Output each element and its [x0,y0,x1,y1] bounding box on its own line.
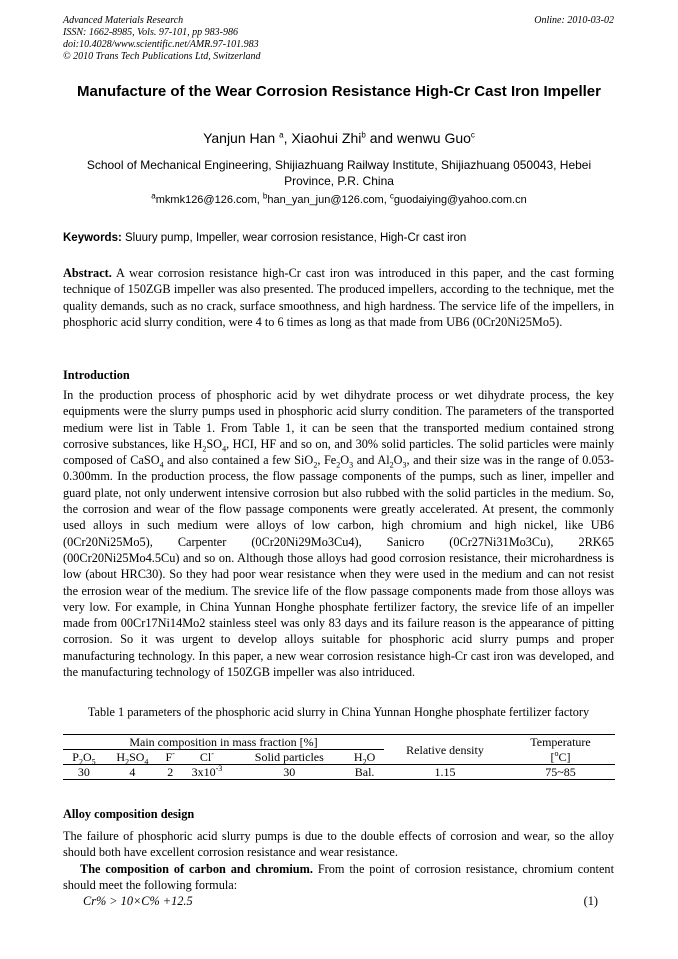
affiliation: School of Mechanical Engineering, Shijiazhuang Railway Institute, Shijiazhuang 050043, Hebei Province, P.R. China [86,158,592,188]
table-group-header: Main composition in mass fraction [%] [63,735,384,750]
table-header-f [160,750,180,765]
cell-text: F [165,750,173,764]
paper-title: Manufacture of the Wear Corrosion Resistance High-Cr Cast Iron Impeller [77,83,601,100]
table-header-cl [180,750,233,765]
subscript: 5 [91,757,96,767]
subscript: 4 [222,444,227,454]
subscript: 2 [125,757,130,767]
table-header-solid: Solid particles [254,750,324,764]
online-date: Online: 2010-03-02 [534,15,614,26]
email-b: han_yan_jun@126.com, [267,194,390,206]
table-1-caption: Table 1 parameters of the phosphoric acid slurry in China Yunnan Honghe phosphate fertilizer factory [87,705,590,719]
table-1 [63,734,615,780]
abstract-label: Abstract. [63,266,112,280]
subscript: 2 [78,757,83,767]
subscript: 3 [349,460,354,470]
subsection-heading: The composition of carbon and chromium. [80,862,313,876]
intro-text: , and their size was in the range of 0.053-0.300mm. In the production process, the flow passage components of the pumps, such as liner, impeller and guard plate, not only underwent intensive corrosion but also rubbed with the solid particles in the medium. So, the corrosion and wear of the flow passage components were greatly accelerated. At present, the commonly used alloys in such medium were alloys of low carbon, high chromium and high nickel, like UB6 (0Cr20Ni25Mo5), Carpenter (0Cr20Ni29Mo3Cu4), Sanicro (0Cr27Ni31Mo3Cu), 2RK65 (00Cr20Ni25Mo4.5Cu) and so on. Although those alloys had good corrosion resistance, their microhardness is low (about HRC30). So they had poor wear resistance when they were used in the medium and can not resist the errosion wear of the medium. The srevice life of the flow passage components made from those alloys was very low. For example, in China Yunnan Honghe phosphate fertilizer factory, the srevice life of an impeller made from 00Cr17Ni14Mo2 stainless steel was only 83 days and its failure reason is the appearance of pitting corrosion. So it was urgent to develop alloys suitable for phosphoric acid slurry pumps and proper manufacturing technology. In this paper, a new wear corrosion resistance high-Cr cast iron was developed, and the manufacturing technology of 150ZGB impeller was also intriduced. [63,453,614,680]
superscript: - [172,749,175,758]
table-row [63,765,615,780]
superscript: - [211,749,214,758]
author-separator: , [283,130,292,146]
intro-text: , HCI, HF and so on, and 30% solid particles. The solid particles were mainly composed of CaSO [63,436,614,468]
subscript: 3 [402,460,407,470]
table-cell-solid: 30 [233,765,345,780]
email-c: guodaiying@yahoo.com.cn [393,194,527,206]
equation-number: (1) [583,894,598,908]
abstract-text: A wear corrosion resistance high-Cr cast iron was introduced in this paper, and the cast forming technique of 150ZGB impeller was also presented. The produced impellers, according to the technique, met the quality demands, such as no crack, surface smoothness, and high hardness. The service life of the impellers, in phosphoric acid slurry condition, were 4 to 6 times as long as that made from UB6 (0Cr20Ni25Mo5). [63,266,614,329]
intro-text: SO [206,436,223,451]
author-1: Yanjun Han [203,130,276,146]
subscript: 4 [159,460,164,470]
table-header-h2so4 [105,750,160,765]
keywords-label: Keywords: [63,232,122,244]
introduction-paragraph [63,387,614,680]
author-3-mark: c [470,130,475,140]
intro-text: O [340,453,350,468]
abstract [63,265,614,330]
journal-copyright: © 2010 Trans Tech Publications Ltd, Switzerland [63,51,261,62]
superscript: -3 [215,764,223,773]
cell-text: C] [558,749,571,764]
table-header-temp-unit [506,750,615,765]
email-b-mark: b [262,191,268,201]
table-cell-cl [180,765,233,780]
subscript: 2 [336,460,341,470]
table-header-h2o [345,750,384,765]
intro-text: , Fe [317,453,337,468]
intro-text: O [393,453,403,468]
section-heading-introduction: Introduction [63,368,130,382]
table-cell-temperature: 75~85 [506,765,615,780]
email-a-mark: a [151,191,156,201]
cell-text: O [366,750,376,764]
table-cell-density: 1.15 [384,765,506,780]
table-subheader-row [63,750,615,765]
subscript: 2 [362,757,367,767]
keywords-text: Sluury pump, Impeller, wear corrosion resistance, High-Cr cast iron [121,232,467,244]
table-cell-h2o: Bal. [345,765,384,780]
intro-text: and Al [353,453,390,468]
author-2: Xiaohui Zhi [291,130,362,146]
subscript: 2 [389,460,394,470]
subscript: 4 [144,757,149,767]
cell-text: Cl [199,750,212,764]
author-list [63,130,615,146]
table-cell-h2so4: 4 [105,765,160,780]
table-header-density: Relative density [384,735,506,765]
author-1-mark: a [279,130,284,140]
alloy-subsection [63,861,614,894]
equation-1: Cr% > 10×C% +12.5 [83,894,193,908]
subsection-text: From the point of corrosion resistance, chromium content should meet the following formula: [63,862,614,893]
intro-text: In the production process of phosphoric acid by wet dihydrate process or wet dihydrate process, the key equipments were the slurry pumps used in phosphoric acid slurry condition. The parameters of the transported medium were list in Table 1. From Table 1, it can be seen that the transported medium contained strong corrosive substances, like H [63,388,614,451]
subscript: 2 [313,460,318,470]
email-c-mark: c [389,191,394,201]
author-separator: and [365,130,397,146]
superscript: o [554,748,559,758]
cell-text: O [82,750,92,764]
email-a: mkmk126@126.com, [155,194,263,206]
journal-header [63,15,261,63]
table-cell-p2o5: 30 [63,765,105,780]
subscript: 2 [202,444,207,454]
table-cell-f: 2 [160,765,180,780]
author-emails [63,191,615,206]
cell-text: SO [129,750,145,764]
journal-name: Advanced Materials Research [63,15,184,26]
table-header-p2o5 [63,750,105,765]
cell-text: P [72,750,79,764]
journal-doi: doi:10.4028/www.scientific.net/AMR.97-101.983 [63,39,259,50]
table-header-row [63,735,615,750]
author-3: wenwu Guo [396,130,471,146]
cell-text: 3x10 [191,765,216,779]
alloy-paragraph: The failure of phosphoric acid slurry pumps is due to the double effects of corrosion and wear, so the alloy should both have excellent corrosion resistance and wear resistance. [63,829,614,860]
author-2-mark: b [361,130,366,140]
section-heading-alloy: Alloy composition design [63,807,195,821]
cell-text: H [116,750,126,764]
cell-text: [ [550,749,555,764]
table-header-temperature: Temperature [506,735,615,750]
cell-text: H [353,750,363,764]
intro-text: and also contained a few SiO [163,453,314,468]
keywords [63,232,615,244]
journal-issn: ISSN: 1662-8985, Vols. 97-101, pp 983-986 [63,27,238,38]
